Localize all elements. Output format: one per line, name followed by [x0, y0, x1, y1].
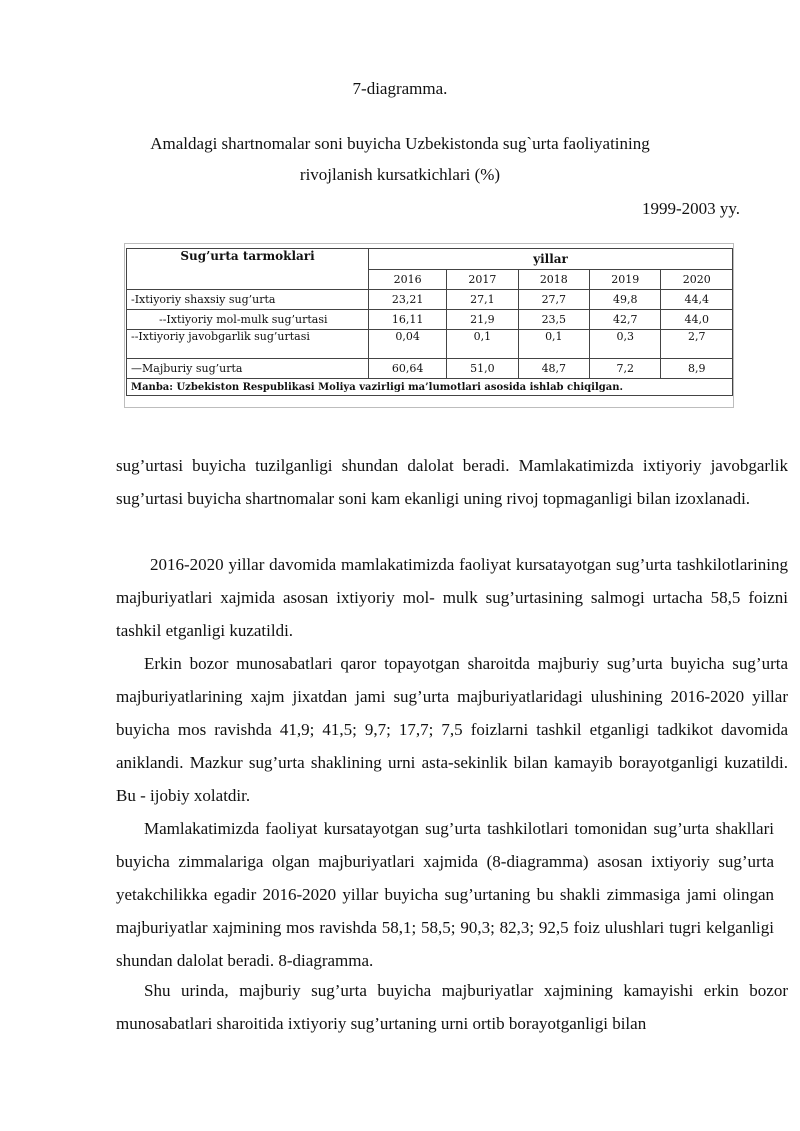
value-cell: 0,3	[590, 330, 661, 359]
row-label: --Ixtiyoriy javobgarlik sug’urtasi	[127, 330, 369, 359]
value-cell: 16,11	[369, 310, 447, 330]
value-cell: 48,7	[518, 359, 589, 379]
value-cell: 44,0	[661, 310, 733, 330]
value-cell: 27,7	[518, 290, 589, 310]
table-row	[127, 330, 733, 359]
value-cell: 21,9	[447, 310, 518, 330]
table-title-line-2: rivojlanish kursatkichlari (%)	[299, 165, 501, 184]
paragraph-4: Mamlakatimizda faoliyat kursatayotgan sug’urta tashkilotlari tomonidan sug’urta shakllari buyicha zimmalariga olgan majburiyatlari xajmida (8-diagramma) asosan ixtiyoriy sug’urta yetakchilikka egadir 2016-2020 yillar buyicha sug’urtaning bu shakli zimmasiga jami olingan majburiyatlar xajmining mos ravishda 58,1; 58,5; 90,3; 82,3; 92,5 foiz ulushlari tugri kelganligi shundan dalolat beradi. 8-diagramma.	[116, 819, 774, 970]
value-cell: 0,1	[518, 330, 589, 359]
value-cell: 7,2	[590, 359, 661, 379]
value-cell: 27,1	[447, 290, 518, 310]
insurance-table	[126, 248, 733, 396]
table-title-line-1: Amaldagi shartnomalar soni buyicha Uzbekistonda sug`urta faoliyatining	[150, 134, 650, 153]
year-cell: 2016	[369, 270, 447, 290]
header-sector: Sug’urta tarmoklari	[127, 249, 369, 290]
paragraph-1: sug’urtasi buyicha tuzilganligi shundan dalolat beradi. Mamlakatimizda ixtiyoriy javobgarlik sug’urtasi buyicha shartnomalar soni kam ekanligi uning rivoj topmaganligi bilan izoxlanadi.	[116, 456, 788, 508]
row-label: --Ixtiyoriy mol-mulk sug’urtasi	[127, 310, 369, 330]
period-label: 1999-2003 yy.	[641, 199, 740, 218]
value-cell: 0,1	[447, 330, 518, 359]
value-cell: 23,21	[369, 290, 447, 310]
source-row	[127, 379, 733, 396]
paragraph-2: 2016-2020 yillar davomida mamlakatimizda faoliyat kursatayotgan sug’urta tashkilotlarining majburiyatlari xajmida asosan ixtiyoriy mol- mulk sug’urtasining salmogi urtacha 58,5 foizni tashkil etganligi kuzatildi.	[116, 555, 788, 640]
year-cell: 2017	[447, 270, 518, 290]
value-cell: 49,8	[590, 290, 661, 310]
value-cell: 60,64	[369, 359, 447, 379]
table-header-row	[127, 249, 733, 270]
table-row	[127, 290, 733, 310]
row-label: —Majburiy sug’urta	[127, 359, 369, 379]
paragraph-5: Shu urinda, majburiy sug’urta buyicha majburiyatlar xajmining kamayishi erkin bozor munosabatlari sharoitida ixtiyoriy sug’urtaning urni ortib borayotganligi bilan	[116, 981, 788, 1033]
year-cell: 2019	[590, 270, 661, 290]
diagram-caption: 7-diagramma.	[352, 79, 448, 98]
value-cell: 42,7	[590, 310, 661, 330]
year-cell: 2020	[661, 270, 733, 290]
value-cell: 2,7	[661, 330, 733, 359]
table-row	[127, 359, 733, 379]
year-cell: 2018	[518, 270, 589, 290]
value-cell: 0,04	[369, 330, 447, 359]
row-label: -Ixtiyoriy shaxsiy sug’urta	[127, 290, 369, 310]
value-cell: 23,5	[518, 310, 589, 330]
table-row	[127, 310, 733, 330]
value-cell: 44,4	[661, 290, 733, 310]
value-cell: 51,0	[447, 359, 518, 379]
value-cell: 8,9	[661, 359, 733, 379]
paragraph-3: Erkin bozor munosabatlari qaror topayotgan sharoitda majburiy sug’urta buyicha sug’urta majburiyatlarining xajm jixatdan jami sug’urta majburiyatlaridagi ulushining 2016-2020 yillar buyicha mos ravishda 41,9; 41,5; 9,7; 17,7; 7,5 foizlarni tashkil etganligi tadkikot davomida aniklandi. Mazkur sug’urta shaklining urni asta-sekinlik bilan kamayib borayotganligi kuzatildi. Bu - ijobiy xolatdir.	[116, 654, 788, 805]
source-note: Manba: Uzbekiston Respublikasi Moliya vazirligi ma’lumotlari asosida ishlab chiqilgan.	[127, 379, 733, 396]
header-years: yillar	[369, 249, 733, 270]
